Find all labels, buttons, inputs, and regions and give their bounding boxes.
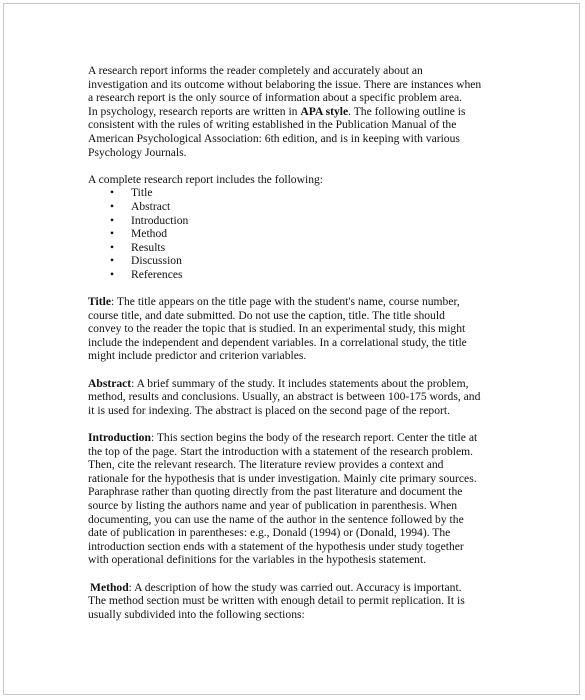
section-list [88, 186, 508, 281]
paragraph-gap [88, 282, 508, 296]
document-body [88, 64, 508, 621]
intro-line: American Psychological Association: 6th edition, and is in keeping with various [88, 131, 460, 145]
section-list-item: • Introduction [88, 214, 508, 228]
method-section-line: usually subdivided into the following sections: [88, 607, 305, 621]
section-list-item: • Abstract [88, 200, 508, 214]
title-section-text: : The title appears on the title page with the student's name, course number, [110, 295, 460, 309]
apa-style-term: APA style [300, 104, 349, 118]
includes-block [88, 173, 508, 282]
introduction-section-line: date of publication in parentheses: e.g., Donald (1994) or (Donald, 1994). The [88, 526, 451, 540]
method-section-first-line [88, 581, 508, 595]
introduction-section-heading: Introduction [88, 431, 151, 445]
title-section [88, 295, 508, 363]
introduction-section-line: with operational definitions for the variables in the hypothesis statement. [88, 553, 427, 567]
title-section-heading: Title [88, 295, 111, 309]
intro-line: consistent with the rules of writing established in the Publication Manual of the [88, 118, 457, 132]
introduction-section-first-line [88, 431, 508, 445]
intro-line: Psychology Journals. [88, 145, 187, 159]
paragraph-gap [88, 417, 508, 431]
section-list-item: • Discussion [88, 254, 508, 268]
title-section-line: convey to the reader the topic that is studied. In an experimental study, this might [88, 322, 466, 336]
paragraph-gap [88, 363, 508, 377]
apa-line-suffix: . The following outline is [348, 104, 466, 118]
method-section-heading: Method [90, 580, 129, 594]
abstract-section-line: it is used for indexing. The abstract is placed on the second page of the report. [88, 403, 450, 417]
abstract-section-text: : A brief summary of the study. It includes statements about the problem, [131, 376, 469, 390]
section-list-item: • Method [88, 227, 508, 241]
intro-line: a research report is the only source of information about a specific problem area. [88, 91, 463, 105]
introduction-section-text: : This section begins the body of the research report. Center the title at [150, 431, 478, 445]
introduction-section-line: introduction section ends with a statement of the hypothesis under study together [88, 539, 464, 553]
introduction-section-line: Then, cite the relevant research. The literature review provides a context and [88, 458, 444, 472]
abstract-section-first-line [88, 377, 508, 391]
apa-line-prefix: In psychology, research reports are written in [88, 104, 301, 118]
title-section-line: include the independent and dependent variables. In a correlational study, the title [88, 335, 467, 349]
paragraph-gap [88, 159, 508, 173]
intro-line: A research report informs the reader completely and accurately about an [88, 64, 423, 77]
introduction-section-line: Paraphrase rather than quoting directly from the past literature and document the [88, 485, 463, 499]
paragraph-gap [88, 567, 508, 581]
intro-line: investigation and its outcome without belaboring the issue. There are instances when [88, 77, 482, 91]
includes-lead: A complete research report includes the following: [88, 172, 324, 186]
intro-paragraph [88, 64, 508, 159]
section-list-item: • Title [88, 186, 508, 200]
introduction-section-line: source by listing the authors name and year of publication in parenthesis. When [88, 499, 458, 512]
introduction-section-line: documenting, you can use the name of the author in the sentence followed by the [88, 512, 464, 526]
introduction-section-line: the top of the page. Start the introduction with a statement of the research problem. [88, 444, 474, 458]
apa-line [88, 105, 508, 119]
title-section-line: course title, and date submitted. Do not use the caption, title. The title should [88, 308, 445, 322]
abstract-section-line: method, results and conclusions. Usually, an abstract is between 100-175 words, and [88, 390, 481, 404]
introduction-section [88, 431, 508, 567]
title-section-line: might include predictor and criterion variables. [88, 349, 307, 363]
introduction-section-line: rationale for the hypothesis that is under investigation. Mainly cite primary sources. [88, 471, 477, 485]
abstract-section-heading: Abstract [88, 376, 132, 390]
method-section [88, 581, 508, 622]
title-section-first-line [88, 295, 508, 309]
section-list-item: • Results [88, 241, 508, 255]
abstract-section [88, 377, 508, 418]
section-list-item: • References [88, 268, 508, 282]
method-section-text: : A description of how the study was carried out. Accuracy is important. [128, 580, 462, 594]
method-section-line: The method section must be written with enough detail to permit replication. It is [88, 594, 465, 608]
